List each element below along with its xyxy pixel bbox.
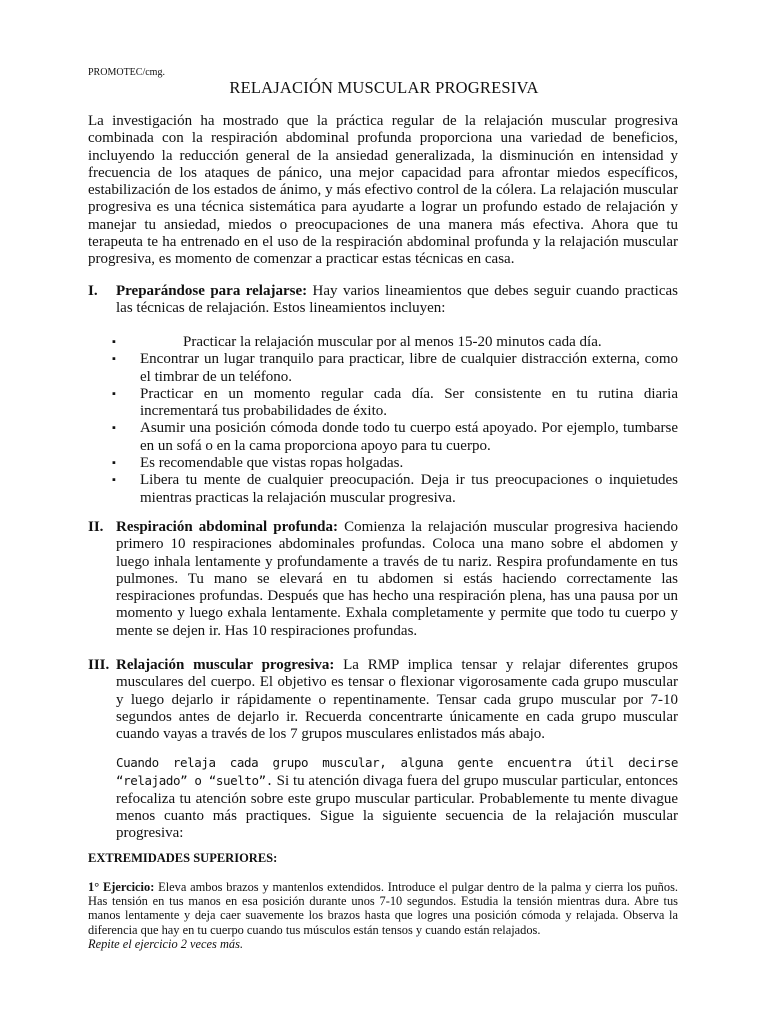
subsection-heading: EXTREMIDADES SUPERIORES: [88,851,278,865]
section-heading: Respiración abdominal profunda: [116,519,339,535]
list-item: ▪ Es recomendable que vistas ropas holgadas. [112,455,404,472]
section-heading: Relajación muscular progresiva: [116,657,335,673]
intro-paragraph: La investigación ha mostrado que la práctica regular de la relajación muscular progresiva combinada con la respiración abdominal profunda proporciona una variedad de beneficios, incluyendo la reducción general de la ansiedad generalizada, la disminución en intensidad y frecuencia de los ataques de pánico, una mejor capacidad para afrontar miedos específicos, estabilización de los estados de ánimo, y más efectivo control de la cólera. La relajación muscular progresiva es una técnica sistemática para ayudarte a lograr un profundo estado de relajación y manejar tu ansiedad, miedos o preocupaciones de una manera más efectiva. Ahora que tu terapeuta te ha entrenado en el uso de la respiración abdominal profunda y la relajación muscular progresiva, es momento de comenzar a practicar estas técnicas en casa. [88,113,678,268]
list-item: ▪ Encontrar un lugar tranquilo para practicar, libre de cualquier distracción externa, como el timbrar de un teléfono. [112,351,678,385]
header-org: PROMOTEC/cmg. [88,67,165,78]
exercise-repeat-note: Repite el ejercicio 2 veces más. [88,936,244,951]
bullet-icon: ▪ [112,336,116,348]
list-item: ▪ Practicar la relajación muscular por al menos 15-20 minutos cada día. [112,334,602,350]
section-text: Comienza la relajación muscular progresiva haciendo primero 10 respiraciones abdominales profundas. Coloca una mano sobre el abdomen y luego inhala lentamente y profundamente a través de tu nariz. Respira profundamente en tus pulmones. Tu mano se elevará en tu abdomen si estás haciendo correctamente las respiraciones profundas. Después que has hecho una respiración plena, has una pausa por un momento y luego exhala lentamente. Exhala completamente y permite que todo tu cuerpo y mente se dejen ir. Has 10 respiraciones profundas. [116,519,679,639]
guidelines-list [112,334,678,507]
paragraph-text: Si tu atención divaga fuera del grupo muscular particular, entonces refocaliza tu atención sobre este grupo muscular particular. Probablemente tu mente divague menos cuanto más practiques. Sigue la siguiente secuencia de la relajación muscular progresiva: [116,773,678,842]
section-body [116,519,678,640]
list-item: ▪ Libera tu mente de cualquier preocupación. Deja ir tus preocupaciones o inquietudes mientras practicas la relajación muscular progresiva. [112,472,678,506]
exercise-1 [88,880,678,951]
section-number: II. [88,519,104,535]
section-2 [88,519,678,640]
bullet-icon: ▪ [112,387,116,400]
exercise-label: 1° Ejercicio: [88,880,155,894]
bullet-icon: ▪ [112,422,116,435]
list-item: ▪ Asumir una posición cómoda donde todo tu cuerpo está apoyado. Por ejemplo, tumbarse en un sofá o en la cama proporciona apoyo para tu cuerpo. [112,420,678,454]
section-body [116,657,678,743]
section-text: La RMP implica tensar y relajar diferentes grupos musculares del cuerpo. El objetivo es tensar o flexionar vigorosamente cada grupo muscular y luego dejarlo ir rápidamente o repentinamente. Tensar cada grupo muscular por 7-10 segundos antes de dejarlo ir. Recuerda concentrarte únicamente en cada grupo muscular cuando vayas a través de los 7 grupos musculares enlistados más abajo. [116,657,678,743]
section-body [116,283,678,318]
section-1 [88,283,678,318]
list-item: ▪ Practicar en un momento regular cada día. Ser consistente en tu rutina diaria incrementará tus probabilidades de éxito. [112,385,678,420]
exercise-text: Eleva ambos brazos y mantenlos extendidos. Introduce el pulgar dentro de la palma y cierra los puños. Has tensión en tus manos en esa posición durante unos 7-10 segundos. Estudia la tensión mientras dura. Abre tus manos lentamente y deja caer suavemente los brazos hasta que logres una posición cómoda y relajada. Observa la diferencia que hay en tu cuerpo cuando tus músculos están tensos y cuando están relajados. [88,880,678,937]
bullet-icon: ▪ [112,457,116,470]
typewriter-text: Cuando relaja cada grupo muscular, alguna gente encuentra útil decirse “relajado” o “suelto”. [116,755,678,789]
section-3 [88,657,678,743]
bullet-icon: ▪ [112,474,116,487]
section-number: I. [88,283,98,299]
section-text: Hay varios lineamientos que debes seguir cuando practicas las técnicas de relajación. Estos lineamientos incluyen: [116,283,678,317]
section-number: III. [88,657,110,673]
section-3-continuation [116,754,678,842]
section-heading: Preparándose para relajarse: [116,283,308,299]
page-title: RELAJACIÓN MUSCULAR PROGRESIVA [229,78,539,97]
bullet-icon: ▪ [112,353,116,366]
